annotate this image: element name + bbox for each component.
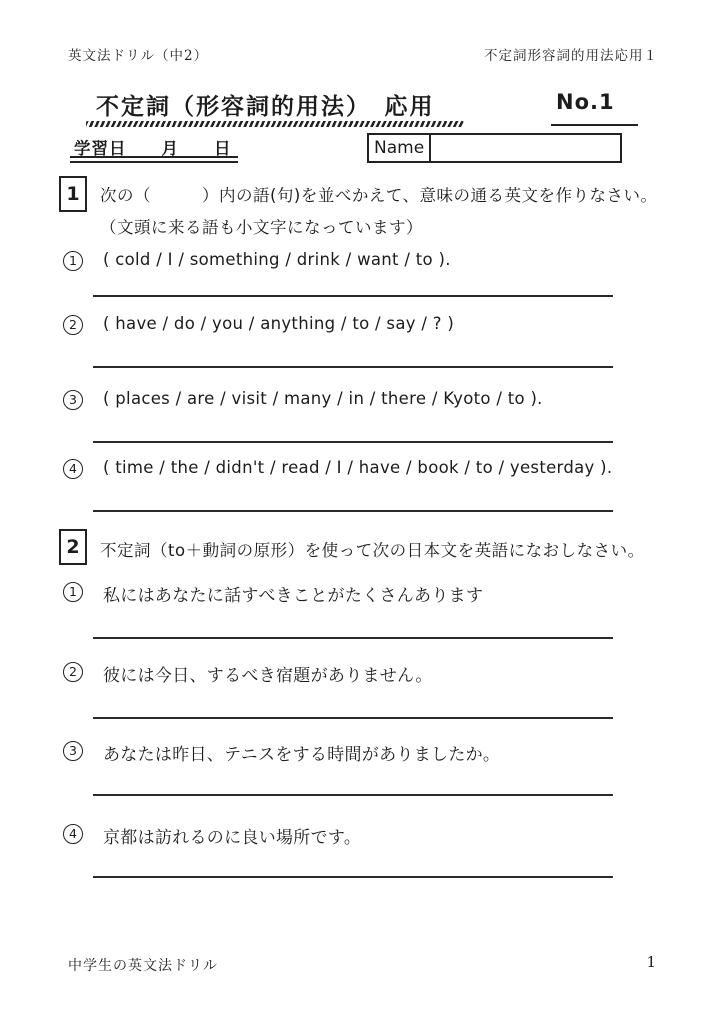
section2-instruction: 不定詞（to＋動詞の原形）を使って次の日本文を英語になおしなさい。	[100, 541, 645, 560]
answer-line[interactable]	[93, 441, 613, 443]
question-text: あなたは昨日、テニスをする時間がありましたか。	[103, 745, 501, 765]
footer-page-number: 1	[646, 953, 656, 971]
circled-number-icon: 2	[63, 662, 83, 682]
section2-number: 2	[66, 536, 80, 558]
circled-number-icon: 3	[63, 741, 83, 761]
section2-item-2	[63, 661, 433, 686]
circled-number-icon: 2	[63, 315, 83, 335]
sheet-number-underline	[551, 124, 638, 126]
name-input-area[interactable]	[431, 135, 620, 161]
header-right: 不定詞形容詞的用法応用１	[484, 48, 658, 64]
circled-number-icon: 3	[63, 390, 83, 410]
section1-instruction-line1: 次の（ ）内の語(句)を並べかえて、意味の通る英文を作りなさい。	[100, 186, 658, 205]
question-text: 京都は訪れるのに良い場所です。	[103, 828, 362, 848]
study-date-label: 学習日 月 日	[74, 139, 232, 158]
section2-item-1	[63, 581, 483, 606]
study-date-underline	[70, 156, 238, 163]
name-label: Name	[369, 135, 431, 161]
title-underline	[86, 121, 464, 127]
question-text: ( time / the / didn't / read / I / have / book / to / yesterday ).	[103, 458, 613, 477]
section1-item-3	[63, 389, 543, 410]
question-text: ( cold / I / something / drink / want / to ).	[103, 250, 451, 269]
answer-line[interactable]	[93, 794, 613, 796]
circled-number-icon: 1	[63, 582, 83, 602]
answer-line[interactable]	[93, 876, 613, 878]
answer-line[interactable]	[93, 366, 613, 368]
question-text: 私にはあなたに話すべきことがたくさんあります	[103, 586, 484, 606]
answer-line[interactable]	[93, 637, 613, 639]
question-text: 彼には今日、するべき宿題がありません。	[103, 666, 433, 686]
name-box	[367, 133, 622, 163]
section1-number-box	[59, 176, 87, 212]
section1-item-2	[63, 314, 454, 335]
answer-line[interactable]	[93, 510, 613, 512]
footer-title: 中学生の英文法ドリル	[68, 958, 218, 974]
section1-item-4	[63, 458, 612, 479]
section1-item-1	[63, 250, 451, 271]
circled-number-icon: 1	[63, 251, 83, 271]
answer-line[interactable]	[93, 717, 613, 719]
question-text: ( have / do / you / anything / to / say / ? )	[103, 314, 455, 333]
page-title: 不定詞（形容詞的用法） 応用	[96, 94, 435, 120]
header-left: 英文法ドリル（中2）	[68, 48, 209, 64]
circled-number-icon: 4	[63, 824, 83, 844]
section2-item-3	[63, 740, 500, 765]
question-text: ( places / are / visit / many / in / there / Kyoto / to ).	[103, 389, 543, 408]
sheet-number: No.1	[556, 90, 615, 114]
section2-item-4	[63, 823, 361, 848]
answer-line[interactable]	[93, 295, 613, 297]
section1-instruction-line2: （文頭に来る語も小文字になっています）	[100, 218, 423, 237]
section1-number: 1	[66, 183, 80, 205]
section2-number-box	[59, 529, 87, 565]
circled-number-icon: 4	[63, 459, 83, 479]
